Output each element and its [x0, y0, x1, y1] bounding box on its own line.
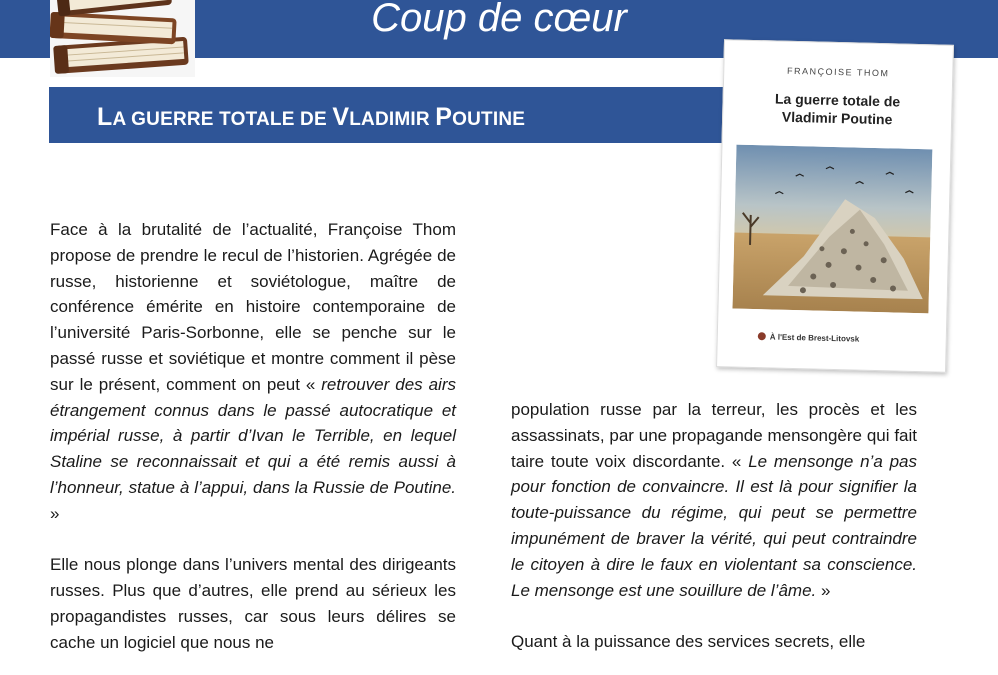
paragraph-text: Face à la brutalité de l’actualité, Françoise Thom propose de prendre le recul de l’historien. Agrégée de russe, historienne et soviétologue, maître de conférence émérite en histoire contemporaine de l’université Paris-Sorbonne, elle se penche sur le passé russe et soviétique et montre comment il pèse sur le présent, comment on peut «	[50, 220, 456, 394]
paragraph-text: population russe par la terreur, les procès et les assassinats, par une propagande mensongère qui fait taire toute voix discordante. «	[511, 400, 917, 471]
cover-publisher: À l'Est de Brest-Litovsk	[769, 332, 860, 344]
cover-title	[723, 88, 952, 130]
paragraph-text: »	[50, 503, 60, 523]
paragraph	[50, 217, 456, 527]
title-initial: P	[435, 103, 453, 131]
cover-title-line: Vladimir Poutine	[781, 108, 893, 128]
books-icon	[50, 0, 195, 77]
paragraph: Elle nous plonge dans l’univers mental des dirigeants russes. Plus que d’autres, elle prend au sérieux les propagandistes russes, car sous leurs délires se cache un logiciel que nous ne	[50, 555, 456, 652]
title-smallcaps: LADIMIR	[349, 109, 436, 130]
paragraph: Quant à la puissance des services secrets, elle	[511, 632, 866, 652]
cover-title-line: La guerre totale de	[774, 90, 901, 110]
article-column-left	[50, 217, 456, 656]
title-smallcaps: A GUERRE TOTALE DE	[112, 109, 333, 130]
title-smallcaps: OUTINE	[452, 109, 526, 130]
publisher-logo-icon	[758, 332, 766, 340]
book-cover-image	[716, 39, 954, 373]
article-column-right	[511, 397, 917, 655]
cover-painting	[732, 145, 932, 314]
header-title: Coup de cœur	[371, 0, 627, 40]
paragraph-quote: Le mensonge n’a pas pour fonction de convaincre. Il est là pour signifier la toute-puissance du régime, qui peut se permettre impunément de braver la vérité, qui peut contraindre le citoyen à dire le faux en violentant sa conscience. Le mensonge est une souillure de l’âme.	[511, 451, 918, 600]
section-title	[97, 101, 525, 136]
title-initial: V	[332, 103, 350, 131]
cover-author: FRANÇOISE THOM	[786, 65, 890, 79]
paragraph-text: »	[816, 580, 831, 600]
paragraph-quote: retrouver des airs étrangement connus dans le passé autocratique et impérial russe, à partir d’Ivan le Terrible, en lequel Staline se reconnaissait et qui a été remis aussi à l’honneur, statue à l’appui, dans la Russie de Poutine.	[50, 374, 456, 497]
paragraph	[511, 397, 917, 603]
title-initial: L	[97, 103, 113, 131]
